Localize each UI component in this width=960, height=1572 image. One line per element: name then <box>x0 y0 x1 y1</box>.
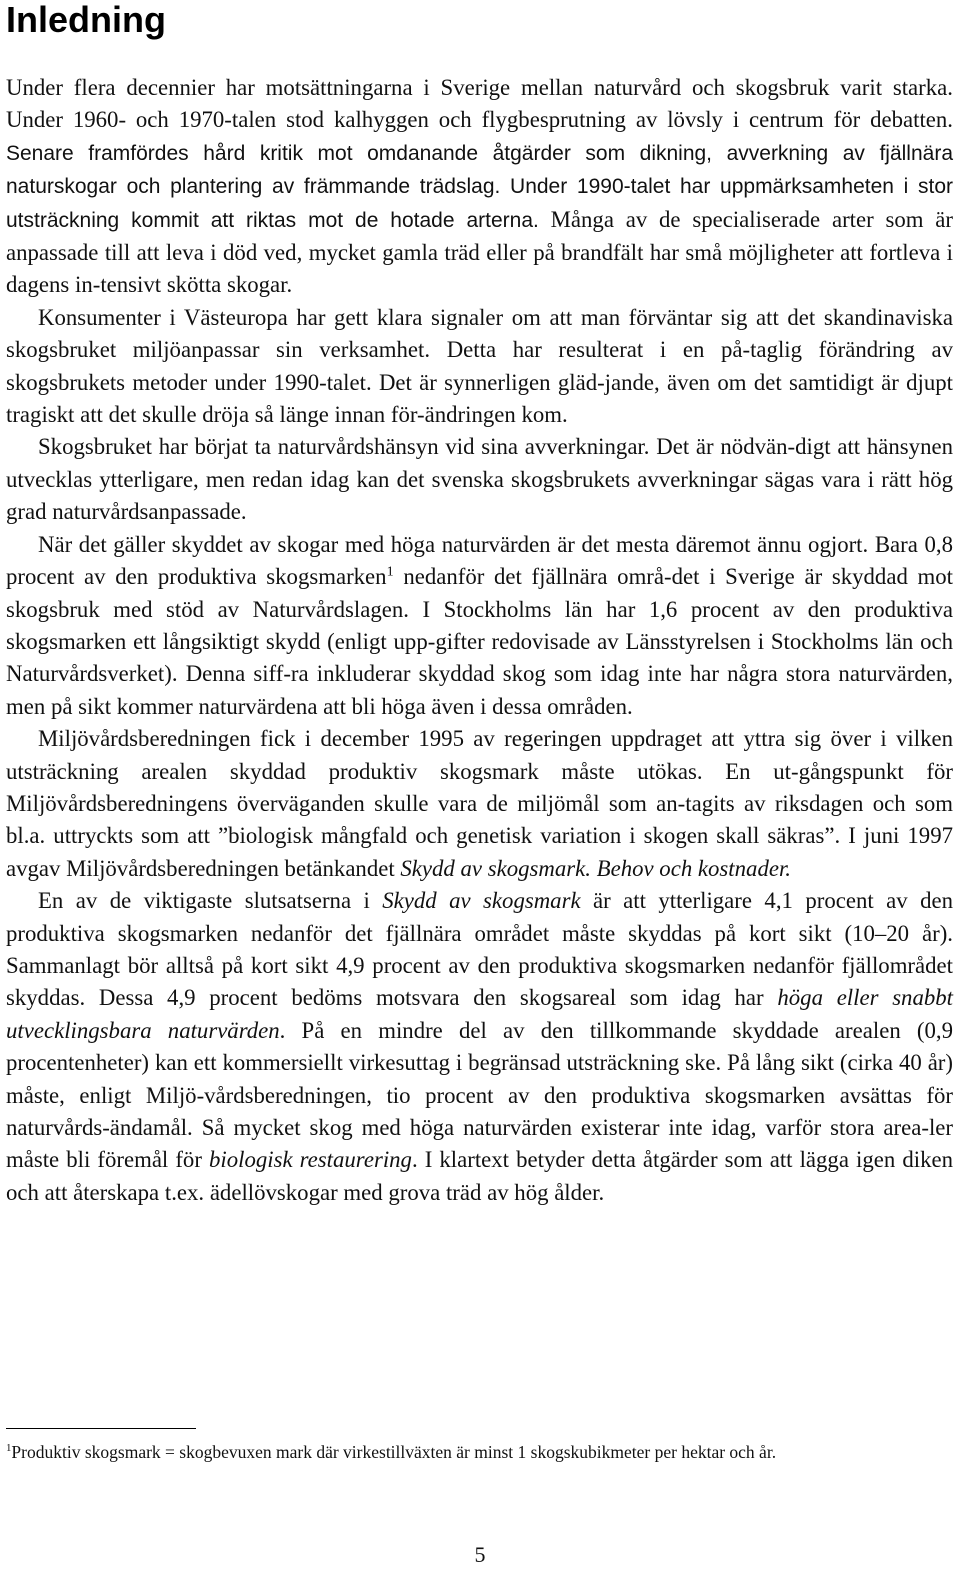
italic-biological-restoration: biologisk restaurering <box>209 1147 412 1173</box>
paragraph-6-part-d: . I klartext betyder detta åtgärder som att lägga igen diken och att återskapa t.ex. ädellövskogar med grova träd av hög ålder. <box>6 1147 953 1205</box>
page-title: Inledning <box>6 0 166 40</box>
paragraph-5 <box>6 723 953 885</box>
paragraph-2: Konsumenter i Västeuropa har gett klara signaler om att man förväntar sig att det skandinaviska skogsbruket miljöanpassar sin verksamhet. Detta har resulterat i en på-taglig förändring av skogsbrukets metoder under 1990-talet. Det är synnerligen gläd-jande, även om det samtidigt är djupt tragiskt att det skulle dröja så länge innan för-ändringen kom. <box>6 304 953 428</box>
body-text <box>6 72 953 1209</box>
footnote <box>6 1440 956 1464</box>
paragraph-6 <box>6 885 953 1209</box>
italic-report-title: Skydd av skogsmark <box>382 888 581 914</box>
paragraph-6-part-a: En av de viktigaste slutsatserna i <box>38 888 383 914</box>
italic-natural-values: höga eller snabbt utvecklingsbara naturvärden <box>6 985 953 1043</box>
paragraph-3: Skogsbruket har börjat ta naturvårdshänsyn vid sina avverkningar. Det är nödvän-digt att hänsynen utvecklas ytterligare, men redan idag kan det svenska skogsbrukets avverkningar sägas vara i rätt hög grad naturvårdsanpassade. <box>6 434 953 525</box>
paragraph-6-part-c: . På en mindre del av den tillkommande skyddade arealen (0,9 procentenheter) kan ett kommersiellt virkesuttag i begränsad utsträckning ske. På lång sikt (cirka 40 år) måste, enligt Miljö-vårdsberedningen, tio procent av den produktiva skogsmarken avsättas för naturvårds-ändamål. Så mycket skog med höga naturvärden existerar inte idag, varför stora area-ler måste bli föremål för <box>6 1017 953 1173</box>
paragraph-4 <box>6 529 953 723</box>
paragraph-1-part-c: Många av de specialiserade arter som är anpassade till att leva i död ved, mycket gamla träd eller på brandfält har små möjligheter att fortleva i dagens in-tensivt skötta skogar. <box>6 206 954 298</box>
paragraph-1-part-b: Senare framfördes hård kritik mot omdanande åtgärder som dikning, avverkning av fjällnära naturskogar och plantering av främmande trädslag. Under 1990-talet har uppmärksamheten i stor utsträckning kommit att riktas mot de hotade arterna. <box>6 141 953 232</box>
footnote-marker: 1 <box>6 1442 12 1455</box>
paragraph-1-part-a: Under flera decennier har motsättningarna i Sverige mellan naturvård och skogsbruk varit starka. Under 1960- och 1970-talen stod kalhyggen och flygbesprutning av lövsly i centrum för debatten. <box>6 75 953 133</box>
footnote-reference: 1 <box>386 563 394 580</box>
paragraph-4-part-b: nedanför det fjällnära områ-det i Sverige är skyddad mot skogsbruk med stöd av Naturvårdslagen. I Stockholms län har 1,6 procent av den produktiva skogsmarken ett långsiktigt skydd (enligt upp-gifter redovisade av Länsstyrelsen i Stockholms län och Naturvårdsverket). Denna siff-ra inkluderar skyddad skog som idag inte har några stora naturvärden, men på sikt kommer naturvärdena att bli höga även i dessa områden. <box>6 564 953 719</box>
paragraph-1 <box>6 72 953 302</box>
page-number: 5 <box>474 1542 486 1567</box>
footnote-divider <box>6 1428 196 1429</box>
paragraph-5-part-a: Miljövårdsberedningen fick i december 1995 av regeringen uppdraget att yttra sig över i vilken utsträckning arealen skyddad produktiv skogsmark måste utökas. En ut-gångspunkt för Miljövårdsberedningens överväganden skulle vara de miljömål som an-tagits av riksdagen och som bl.a. uttryckts som att ”biologisk mångfald och genetisk variation i skogen skall säkras”. I juni 1997 avgav Miljövårdsberedningen betänkandet <box>6 726 953 881</box>
paragraph-6-part-b: är att ytterligare 4,1 procent av den produktiva skogsmarken nedanför det fjällnära området måste skyddas på kort sikt (10–20 år). Sammanlagt bör alltså på kort sikt 4,9 procent av den produktiva skogsmarken nedanför fjällområdet skyddas. Dessa 4,9 procent bedöms motsvara den skogsareal som idag har <box>6 888 953 1011</box>
footnote-text: Produktiv skogsmark = skogbevuxen mark där virkestillväxten är minst 1 skogskubikmeter per hektar och år. <box>11 1442 777 1462</box>
report-title-italic: Skydd av skogsmark. Behov och kostnader. <box>400 855 791 881</box>
paragraph-4-part-a: När det gäller skyddet av skogar med höga naturvärden är det mesta däremot ännu ogjort. Bara 0,8 procent av den produktiva skogsmarken <box>6 531 953 590</box>
